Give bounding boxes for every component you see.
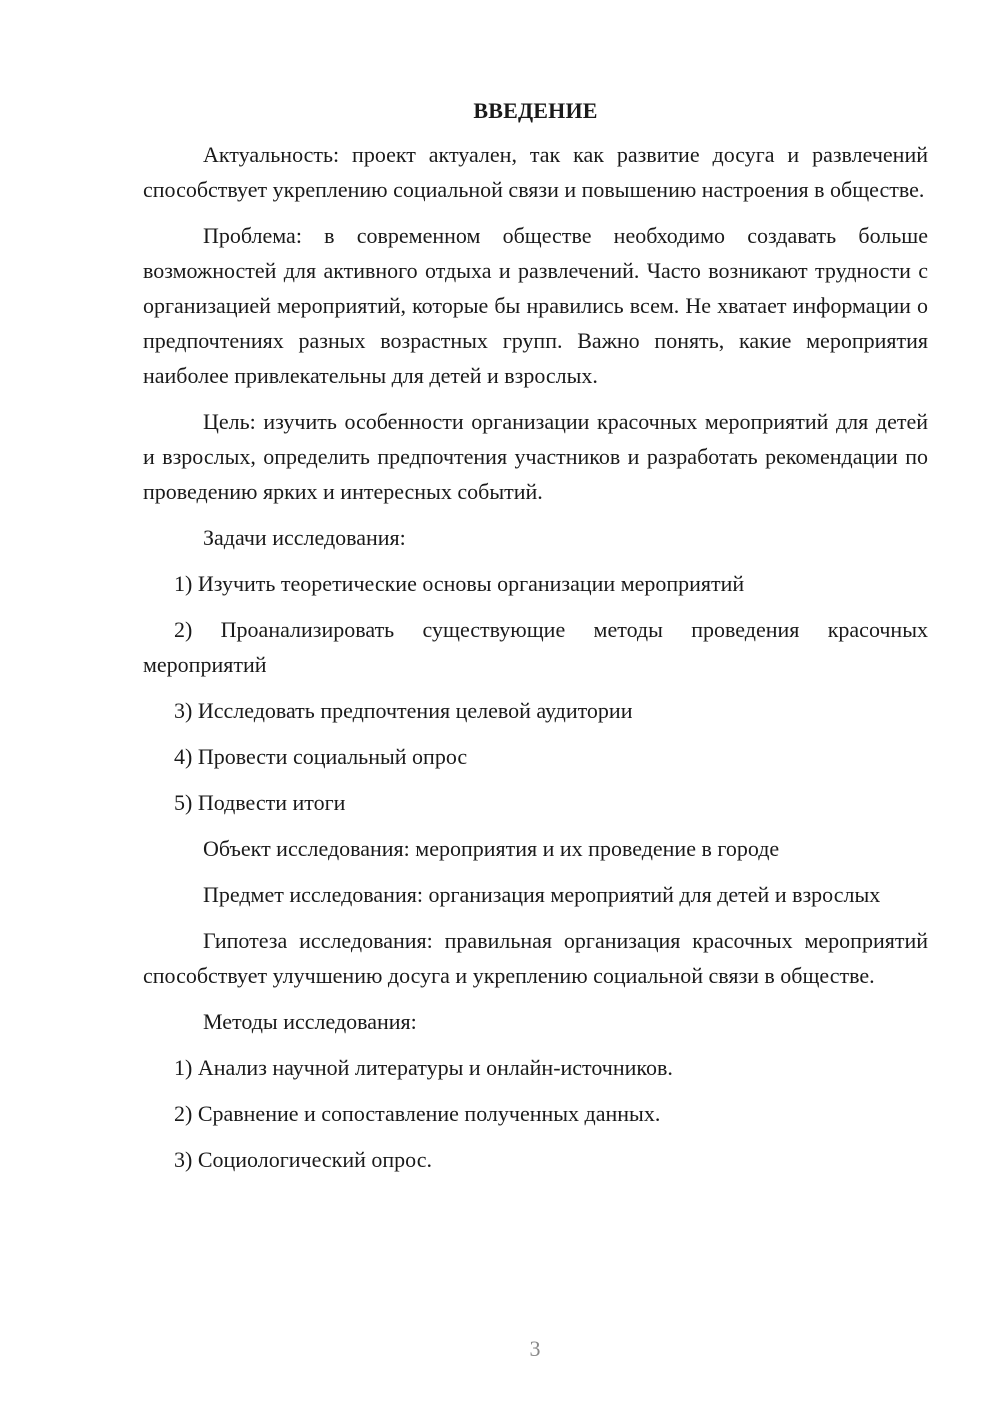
list-item-method-2: 2) Сравнение и сопоставление полученных данных. xyxy=(174,1101,661,1126)
paragraph-tasks-title: Задачи исследования: xyxy=(203,525,406,550)
list-item-method-1: 1) Анализ научной литературы и онлайн-источников. xyxy=(174,1055,673,1080)
list-item-task-4: 4) Провести социальный опрос xyxy=(174,744,468,769)
section-heading: ВВЕДЕНИЕ xyxy=(473,98,598,123)
paragraph-object: Объект исследования: мероприятия и их проведение в городе xyxy=(203,836,780,861)
paragraph-problem: Проблема: в современном обществе необходимо создавать больше возможностей для активного отдыха и развлечений. Часто возникают трудности с организацией мероприятий, которые бы нравились всем. Не хватает информации о предпочтениях разных возрастных групп. Важно понять, какие мероприятия наиболее привлекательны для детей и взрослых. xyxy=(143,223,928,388)
list-item-task-3: 3) Исследовать предпочтения целевой аудитории xyxy=(174,698,633,723)
list-item-task-1: 1) Изучить теоретические основы организации мероприятий xyxy=(174,571,745,596)
page-number: 3 xyxy=(529,1336,541,1361)
paragraph-subject: Предмет исследования: организация мероприятий для детей и взрослых xyxy=(203,882,881,907)
paragraph-hypothesis: Гипотеза исследования: правильная организация красочных мероприятий способствует улучшению досуга и укреплению социальной связи в обществе. xyxy=(143,928,928,988)
list-item-task-5: 5) Подвести итоги xyxy=(174,790,346,815)
paragraph-relevance: Актуальность: проект актуален, так как развитие досуга и развлечений способствует укреплению социальной связи и повышению настроения в обществе. xyxy=(143,142,928,202)
paragraph-methods-title: Методы исследования: xyxy=(203,1009,417,1034)
list-item-task-2: 2) Проанализировать существующие методы проведения красочных мероприятий xyxy=(143,617,928,677)
list-item-method-3: 3) Социологический опрос. xyxy=(174,1147,432,1172)
paragraph-goal: Цель: изучить особенности организации красочных мероприятий для детей и взрослых, определить предпочтения участников и разработать рекомендации по проведению ярких и интересных событий. xyxy=(143,409,928,504)
